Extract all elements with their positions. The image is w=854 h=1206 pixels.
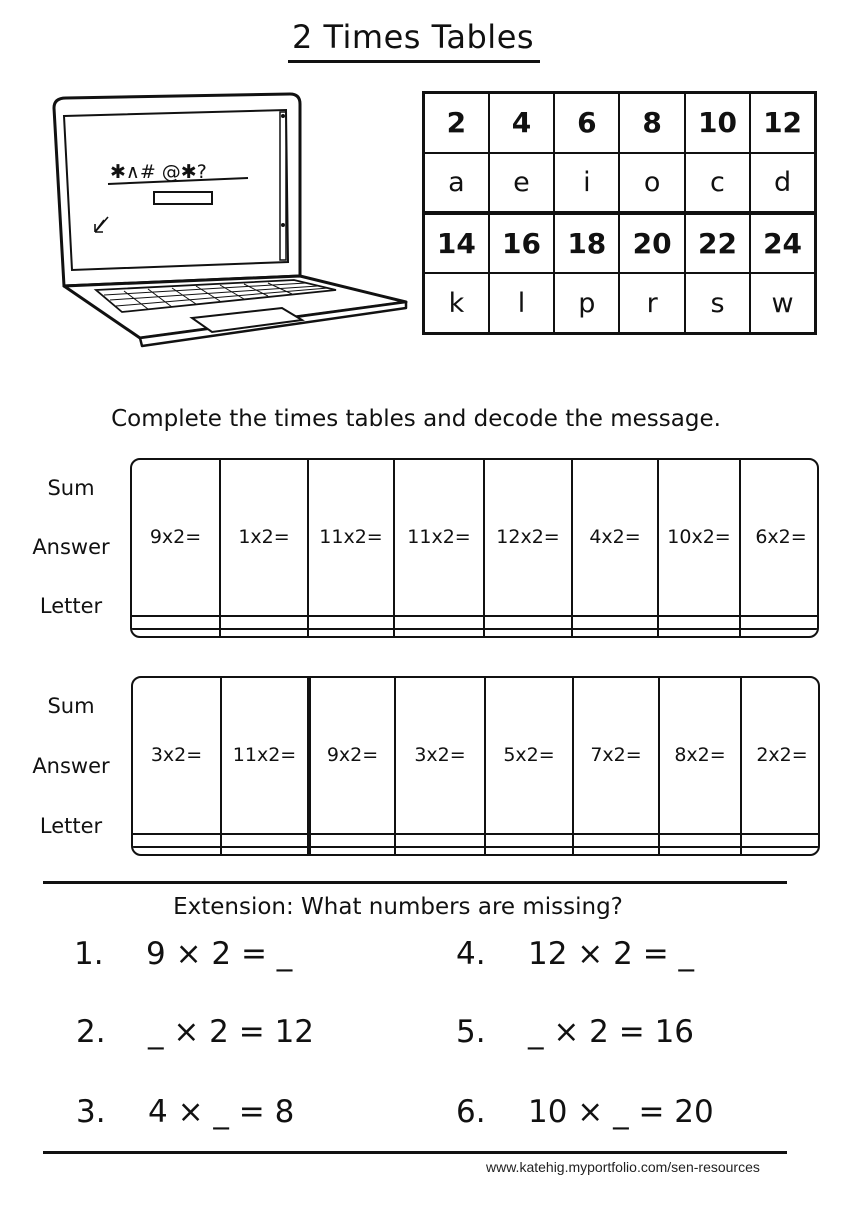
code-table-row	[424, 213, 816, 273]
sum-cell: 3x2=	[395, 678, 485, 834]
divider-bottom	[43, 1151, 787, 1154]
code-letter-cell: r	[619, 273, 684, 333]
letter-cell[interactable]	[221, 847, 309, 854]
letter-cell[interactable]	[740, 629, 819, 636]
page-title: 2 Times Tables	[291, 18, 535, 56]
code-number-cell: 12	[750, 93, 815, 153]
laptop-screen-code: ✱∧# @✱?	[110, 161, 207, 183]
code-table-row	[424, 93, 816, 153]
sum-cell: 11x2=	[308, 460, 394, 616]
code-number-cell: 6	[554, 93, 619, 153]
letter-cell[interactable]	[394, 629, 484, 636]
answer-cell[interactable]	[308, 616, 394, 630]
answer-cell[interactable]	[395, 834, 485, 848]
code-number-cell: 18	[554, 213, 619, 273]
answer-cell[interactable]	[133, 834, 221, 848]
letter-cell[interactable]	[133, 847, 221, 854]
code-number-cell: 16	[489, 213, 554, 273]
code-number-cell: 8	[619, 93, 684, 153]
grid-row-answer	[133, 834, 820, 848]
letter-cell[interactable]	[741, 847, 820, 854]
letter-label: Letter	[39, 814, 103, 838]
decode-grid-1	[130, 458, 819, 638]
answer-cell[interactable]	[394, 616, 484, 630]
answer-cell[interactable]	[573, 834, 659, 848]
code-table-row	[424, 273, 816, 333]
problem-number: 4.	[456, 936, 486, 972]
letter-cell[interactable]	[659, 847, 741, 854]
code-letter-cell: c	[685, 153, 750, 213]
answer-cell[interactable]	[485, 834, 573, 848]
title-underline	[288, 60, 540, 63]
code-letter-cell: w	[750, 273, 815, 333]
code-letter-cell: d	[750, 153, 815, 213]
answer-cell[interactable]	[741, 834, 820, 848]
answer-cell[interactable]	[484, 616, 572, 630]
letter-cell[interactable]	[309, 847, 395, 854]
grid-row-sum	[133, 678, 820, 834]
sum-label: Sum	[47, 694, 95, 718]
answer-cell[interactable]	[740, 616, 819, 630]
problem-equation: _ × 2 = 16	[528, 1014, 695, 1050]
code-letter-cell: s	[685, 273, 750, 333]
answer-label: Answer	[32, 535, 110, 559]
problem-equation: _ × 2 = 12	[148, 1014, 315, 1050]
sum-cell: 2x2=	[741, 678, 820, 834]
sum-cell: 4x2=	[572, 460, 658, 616]
letter-cell[interactable]	[572, 629, 658, 636]
answer-cell[interactable]	[221, 834, 309, 848]
grid-row-letter	[133, 847, 820, 854]
divider-top	[43, 881, 787, 884]
answer-cell[interactable]	[659, 834, 741, 848]
sum-cell: 10x2=	[658, 460, 740, 616]
sum-label: Sum	[47, 476, 95, 500]
sum-cell: 8x2=	[659, 678, 741, 834]
code-number-cell: 10	[685, 93, 750, 153]
answer-cell[interactable]	[132, 616, 220, 630]
sum-cell: 12x2=	[484, 460, 572, 616]
sum-cell: 11x2=	[221, 678, 309, 834]
answer-label: Answer	[32, 754, 110, 778]
code-number-cell: 14	[424, 213, 489, 273]
problem-number: 2.	[76, 1014, 106, 1050]
grid-row-answer	[132, 616, 819, 630]
code-letter-cell: e	[489, 153, 554, 213]
code-letter-cell: a	[424, 153, 489, 213]
code-number-cell: 22	[685, 213, 750, 273]
sum-cell: 9x2=	[132, 460, 220, 616]
sum-cell: 1x2=	[220, 460, 308, 616]
code-letter-cell: k	[424, 273, 489, 333]
code-number-cell: 4	[489, 93, 554, 153]
code-letter-cell: i	[554, 153, 619, 213]
sum-cell: 7x2=	[573, 678, 659, 834]
sum-cell: 11x2=	[394, 460, 484, 616]
answer-cell[interactable]	[658, 616, 740, 630]
decode-grid-2	[131, 676, 820, 856]
problem-number: 5.	[456, 1014, 486, 1050]
letter-code-table	[422, 91, 817, 335]
letter-cell[interactable]	[484, 629, 572, 636]
grid-row-letter	[132, 629, 819, 636]
code-number-cell: 20	[619, 213, 684, 273]
letter-cell[interactable]	[132, 629, 220, 636]
code-letter-cell: l	[489, 273, 554, 333]
problem-equation: 12 × 2 = _	[528, 936, 695, 972]
problem-number: 6.	[456, 1094, 486, 1130]
sum-cell: 9x2=	[309, 678, 395, 834]
grid-row-sum	[132, 460, 819, 616]
answer-cell[interactable]	[309, 834, 395, 848]
footer-url: www.katehig.myportfolio.com/sen-resources	[486, 1159, 760, 1175]
problem-equation: 9 × 2 = _	[146, 936, 293, 972]
letter-cell[interactable]	[485, 847, 573, 854]
problem-equation: 4 × _ = 8	[148, 1094, 295, 1130]
letter-label: Letter	[39, 594, 103, 618]
problem-equation: 10 × _ = 20	[528, 1094, 714, 1130]
sum-cell: 6x2=	[740, 460, 819, 616]
answer-cell[interactable]	[572, 616, 658, 630]
problem-number: 1.	[74, 936, 104, 972]
extension-title: Extension: What numbers are missing?	[173, 894, 623, 920]
letter-cell[interactable]	[308, 629, 394, 636]
code-letter-cell: o	[619, 153, 684, 213]
code-number-cell: 2	[424, 93, 489, 153]
sum-cell: 5x2=	[485, 678, 573, 834]
code-number-cell: 24	[750, 213, 815, 273]
laptop-illustration	[44, 90, 414, 370]
letter-cell[interactable]	[573, 847, 659, 854]
letter-cell[interactable]	[658, 629, 740, 636]
problem-number: 3.	[76, 1094, 106, 1130]
letter-cell[interactable]	[220, 629, 308, 636]
code-table-row	[424, 153, 816, 213]
sum-cell: 3x2=	[133, 678, 221, 834]
letter-cell[interactable]	[395, 847, 485, 854]
code-letter-cell: p	[554, 273, 619, 333]
instruction-text: Complete the times tables and decode the message.	[111, 406, 721, 432]
answer-cell[interactable]	[220, 616, 308, 630]
